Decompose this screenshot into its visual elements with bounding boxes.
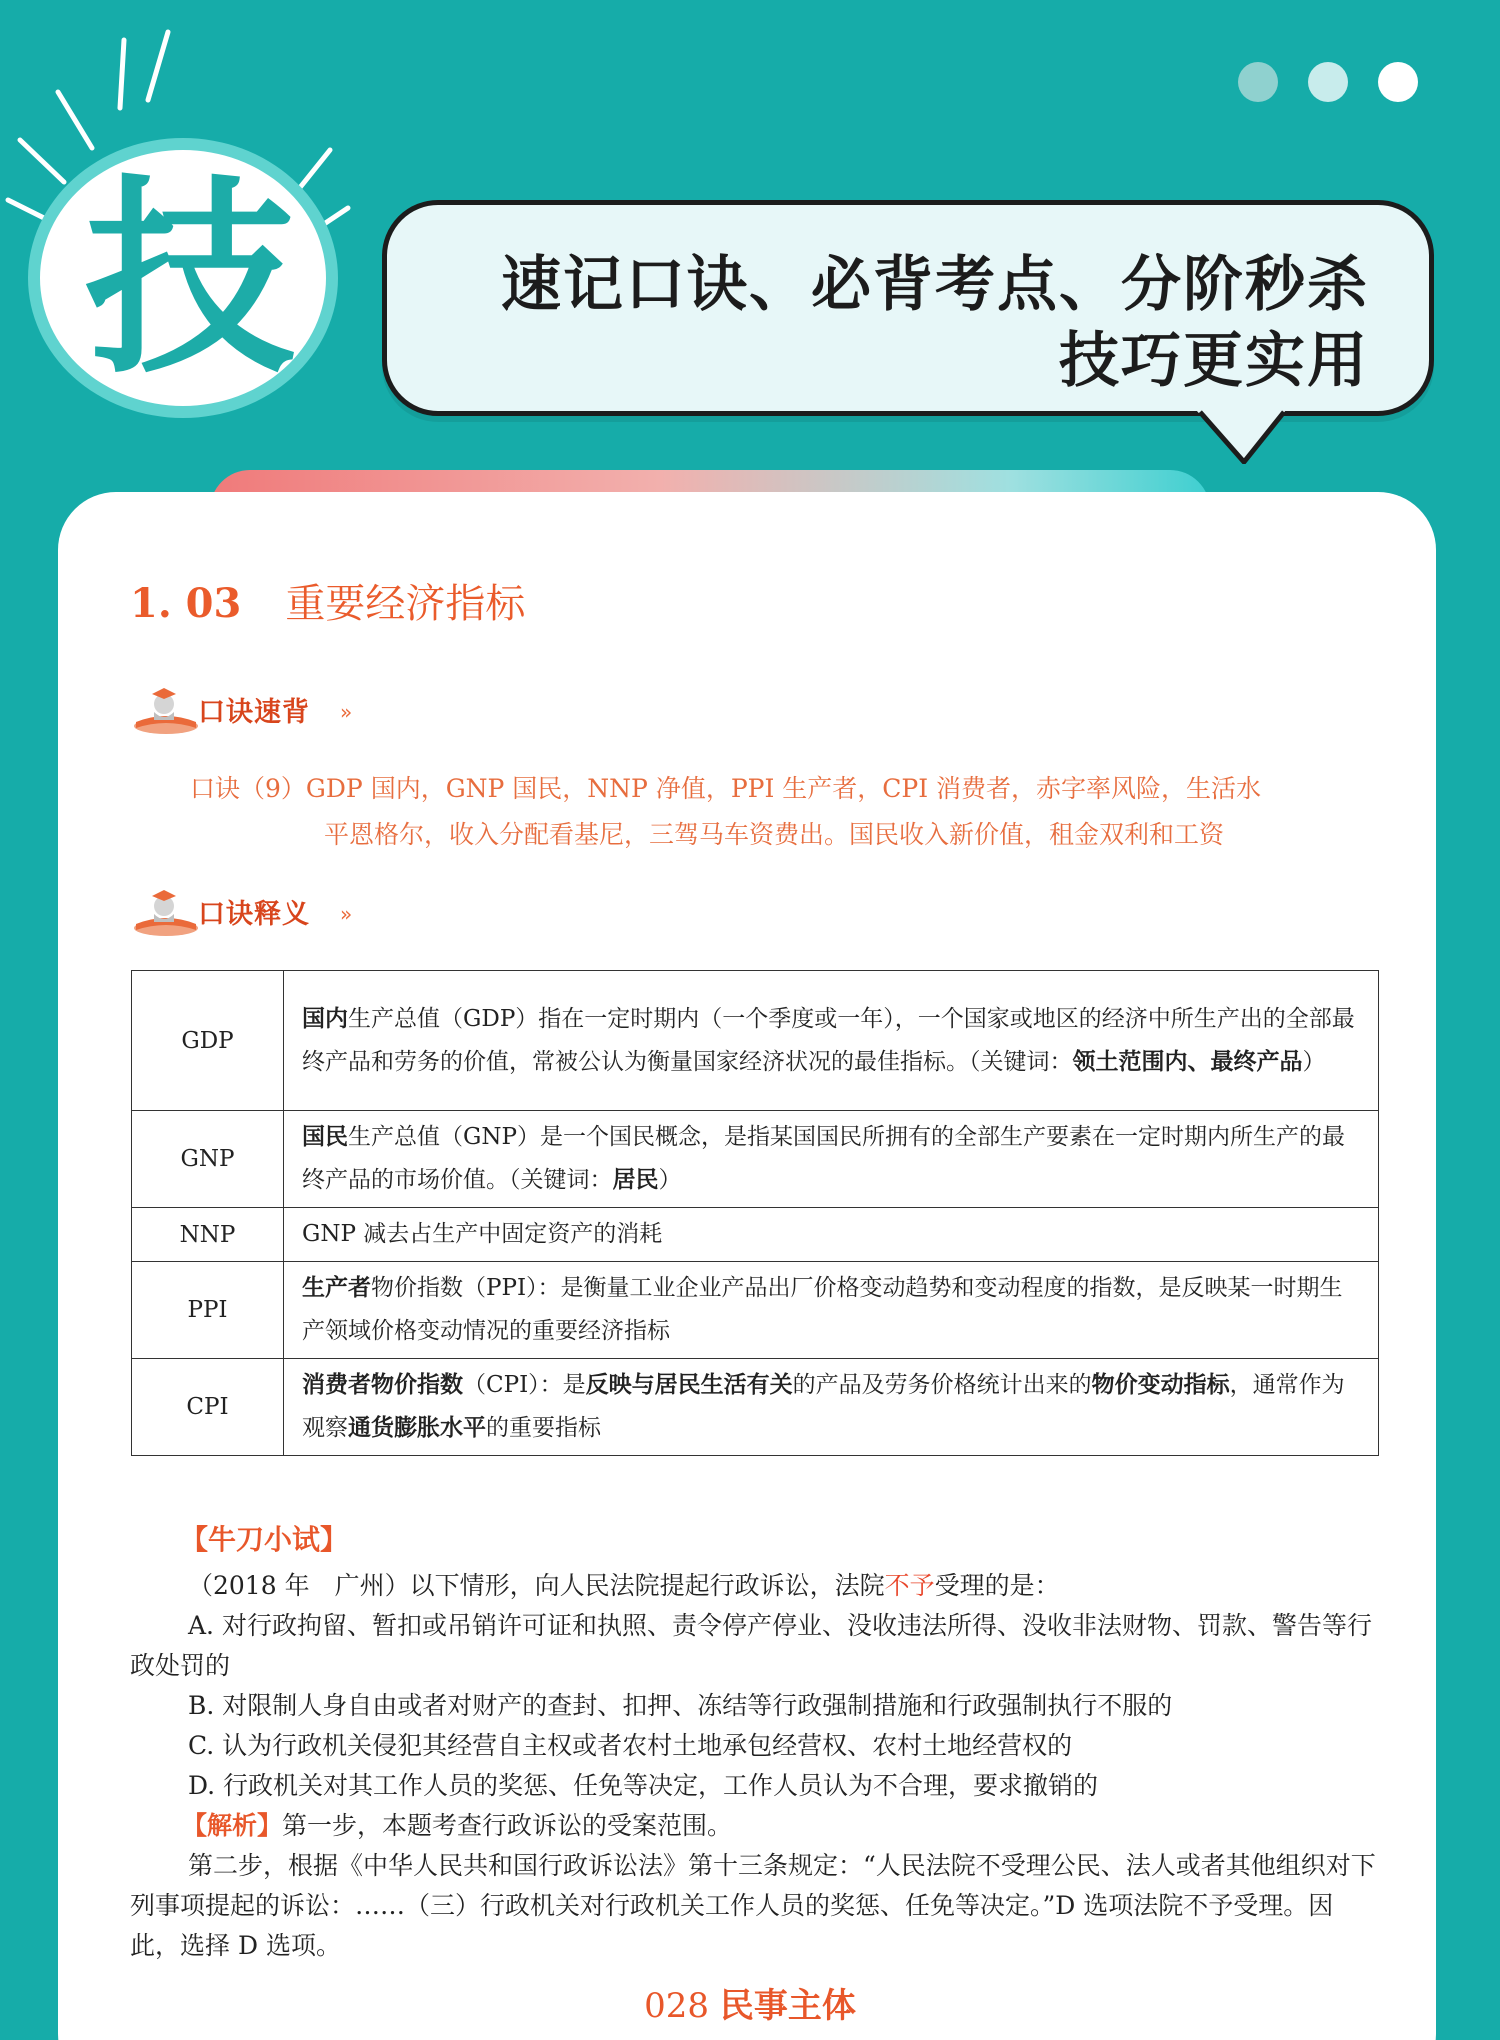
table-row	[132, 971, 1379, 1111]
page-footer	[0, 1978, 1500, 2027]
desc-text: 生产总值（GDP）指在一定时期内（一个季度或一年），一个国家或地区的经济中所生产出的全部最终产品和劳务的价值，常被公认为衡量国家经济状况的最佳指标。（关键词：	[302, 1005, 1355, 1075]
quiz-analysis-2: 第二步，根据《中华人民共和国行政诉讼法》第十三条规定：“人民法院不受理公民、法人或者其他组织对下列事项提起的诉讼：……（三）行政机关对行政机关工作人员的奖惩、任免等决定。”D 选项法院不予受理。因此，选择 D 选项。	[130, 1851, 1376, 1960]
desc-cell	[284, 971, 1379, 1111]
quiz-option-d: D. 行政机关对其工作人员的奖惩、任免等决定，工作人员认为不合理，要求撤销的	[188, 1771, 1099, 1800]
desc-cell	[284, 1359, 1379, 1456]
indicator-table	[131, 970, 1379, 1456]
mnemonic-badge-text: 口诀速背	[198, 697, 310, 728]
section-number: 1. 03	[130, 580, 242, 627]
mnemonic-line-1: 口诀（9）GDP 国内，GNP 国民，NNP 净值，PPI 生产者，CPI 消费者，赤字率风险，生活水	[190, 774, 1262, 803]
chevron-right-icon: »	[340, 700, 350, 724]
term-cell: CPI	[132, 1359, 284, 1456]
headline-line-2: 技巧更实用	[1059, 326, 1369, 396]
desc-bold: 通货膨胀水平	[348, 1415, 486, 1441]
scholar-book-icon	[130, 682, 200, 738]
headline-line-1: 速记口诀、必背考点、分阶秒杀	[501, 250, 1369, 320]
scholar-book-icon	[130, 884, 200, 940]
desc-bold: 国民	[302, 1124, 348, 1150]
table-row	[132, 1111, 1379, 1208]
analysis-label: 【解析】	[182, 1811, 283, 1840]
desc-text: 物价指数（PPI）：是衡量工业企业产品出厂价格变动趋势和变动程度的指数，是反映某一时期生产领域价格变动情况的重要经济指标	[302, 1275, 1343, 1344]
desc-text: （CPI）：是	[463, 1372, 586, 1398]
explain-badge-text: 口诀释义	[198, 899, 310, 930]
desc-bold: 反映与居民生活有关	[585, 1372, 793, 1398]
dot-3	[1378, 62, 1418, 102]
chevron-right-icon: »	[340, 902, 350, 926]
desc-text: ）	[1302, 1048, 1326, 1075]
pagination-dots	[1238, 62, 1418, 102]
footer-title: 民事主体	[719, 1986, 856, 2026]
desc-bold: 国内	[302, 1005, 348, 1032]
term-cell: GNP	[132, 1111, 284, 1208]
mnemonic-line-2: 平恩格尔，收入分配看基尼，三驾马车资费出。国民收入新价值，租金双利和工资	[324, 820, 1225, 849]
analysis-text: 第一步，本题考查行政诉讼的受案范围。	[282, 1811, 733, 1840]
desc-text: GNP 减去占生产中固定资产的消耗	[302, 1221, 663, 1247]
headline-bubble	[382, 200, 1434, 416]
desc-bold: 领土范围内、最终产品	[1072, 1048, 1303, 1075]
section-title-text: 重要经济指标	[285, 581, 526, 627]
page-number: 028	[644, 1986, 710, 2026]
table-row	[132, 1359, 1379, 1456]
quiz-stem-text: （2018 年 广州）以下情形，向人民法院提起行政诉讼，法院	[188, 1571, 885, 1600]
desc-cell	[284, 1208, 1379, 1262]
desc-text: 生产总值（GNP）是一个国民概念，是指某国国民所拥有的全部生产要素在一定时期内所生产的最终产品的市场价值。（关键词：	[302, 1124, 1345, 1193]
desc-bold: 物价变动指标	[1091, 1372, 1230, 1398]
desc-text: ，通常作为观察	[302, 1372, 1345, 1441]
desc-text: 的重要指标	[486, 1415, 601, 1441]
quiz-stem	[130, 1566, 1380, 1606]
desc-cell	[284, 1262, 1379, 1359]
table-row	[132, 1262, 1379, 1359]
section-title	[130, 572, 525, 629]
term-cell: PPI	[132, 1262, 284, 1359]
desc-bold: 生产者	[302, 1275, 371, 1301]
dot-1	[1238, 62, 1278, 102]
page-header	[0, 0, 1500, 470]
desc-cell	[284, 1111, 1379, 1208]
ji-badge-char: 技	[84, 157, 295, 402]
explain-badge	[130, 884, 370, 940]
quiz-heading: 【牛刀小试】	[180, 1523, 349, 1556]
mnemonic-text	[190, 766, 1390, 858]
term-cell: NNP	[132, 1208, 284, 1262]
table-row	[132, 1208, 1379, 1262]
quiz-option-c: C. 认为行政机关侵犯其经营自主权或者农村土地承包经营权、农村土地经营权的	[188, 1731, 1073, 1760]
desc-text: 的产品及劳务价格统计出来的	[792, 1372, 1092, 1398]
quiz-option-b: B. 对限制人身自由或者对财产的查封、扣押、冻结等行政强制措施和行政强制执行不服的	[188, 1691, 1173, 1720]
desc-bold: 居民	[612, 1167, 659, 1193]
quiz-stem-text: 受理的是：	[934, 1571, 1060, 1600]
desc-text: ）	[658, 1167, 682, 1193]
bubble-tail-icon	[1196, 408, 1286, 464]
quiz-stem-emphasis: 不予	[884, 1571, 935, 1600]
quiz-analysis-1	[130, 1806, 1380, 1846]
dot-2	[1308, 62, 1348, 102]
quiz-body	[130, 1566, 1380, 1966]
mnemonic-badge	[130, 682, 370, 738]
desc-bold: 消费者物价指数	[302, 1372, 463, 1398]
term-cell: GDP	[132, 971, 284, 1111]
quiz-option-a: A. 对行政拘留、暂扣或吊销许可证和执照、责令停产停业、没收违法所得、没收非法财物、罚款、警告等行政处罚的	[130, 1611, 1372, 1680]
